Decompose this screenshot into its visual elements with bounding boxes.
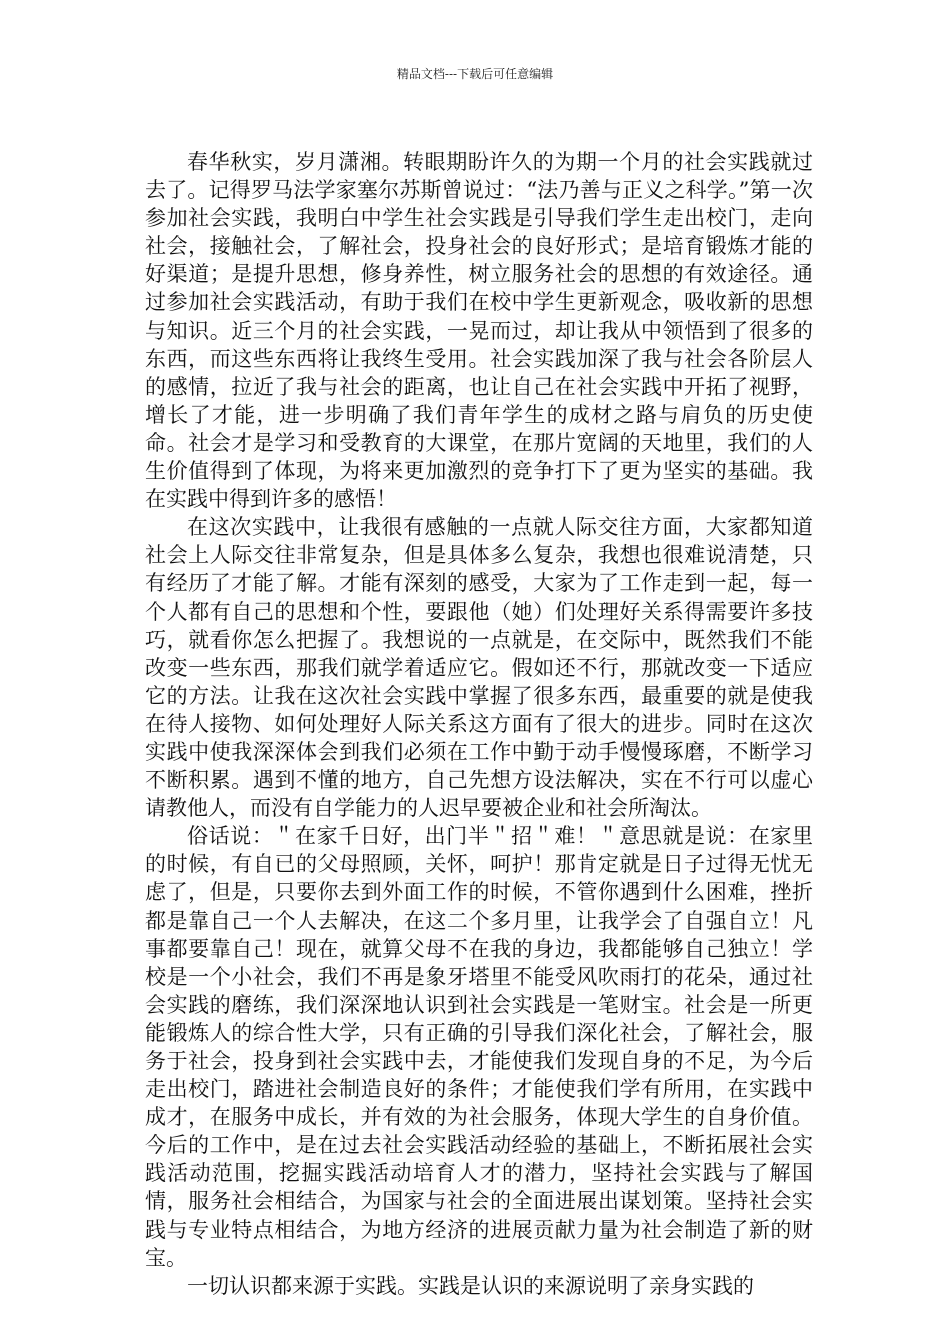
paragraph-1: 春华秋实，岁月潇湘。转眼期盼许久的为期一个月的社会实践就过去了。记得罗马法学家塞尔苏斯曾说过：“法乃善与正义之科学。”第一次参加社会实践，我明白中学生社会实践是引导我们学生走出校门，走向社会，接触社会，了解社会，投身社会的良好形式；是培育锻炼才能的好渠道；是提升思想，修身养性，树立服务社会的思想的有效途径。通过参加社会实践活动，有助于我们在校中学生更新观念，吸收新的思想与知识。近三个月的社会实践，一晃而过，却让我从中领悟到了很多的东西，而这些东西将让我终生受用。社会实践加深了我与社会各阶层人的感情，拉近了我与社会的距离，也让自己在社会实践中开拓了视野，增长了才能，进一步明确了我们青年学生的成材之路与肩负的历史使命。社会才是学习和受教育的大课堂，在那片宽阔的天地里，我们的人生价值得到了体现，为将来更加激烈的竞争打下了更为坚实的基础。我在实践中得到许多的感悟！	[145, 150, 813, 512]
page-header: 精品文档---下载后可任意编辑	[396, 67, 554, 81]
paragraph-4: 一切认识都来源于实践。实践是认识的来源说明了亲身实践的	[187, 1273, 754, 1298]
document-body	[145, 148, 813, 1300]
paragraph-3: 俗话说：＂在家千日好，出门半＂招＂难！＂意思就是说：在家里的时候，有自已的父母照顾，关怀，呵护！那肯定就是日子过得无忧无虑了，但是，只要你去到外面工作的时候，不管你遇到什么困难，挫折都是靠自己一个人去解决，在这二个多月里，让我学会了自强自立！凡事都要靠自己！现在，就算父母不在我的身边，我都能够自己独立！学校是一个小社会，我们不再是象牙塔里不能受风吹雨打的花朵，通过社会实践的磨练，我们深深地认识到社会实践是一笔财宝。社会是一所更能锻炼人的综合性大学，只有正确的引导我们深化社会，了解社会，服务于社会，投身到社会实践中去，才能使我们发现自身的不足，为今后走出校门，踏进社会制造良好的条件；才能使我们学有所用，在实践中成才，在服务中成长，并有效的为社会服务，体现大学生的自身价值。今后的工作中，是在过去社会实践活动经验的基础上，不断拓展社会实践活动范围，挖掘实践活动培育人才的潜力，坚持社会实践与了解国情，服务社会相结合，为国家与社会的全面进展出谋划策。坚持社会实践与专业特点相结合，为地方经济的进展贡献力量为社会制造了新的财宝。	[145, 824, 813, 1270]
paragraph-2: 在这次实践中，让我很有感触的一点就人际交往方面，大家都知道社会上人际交往非常复杂，但是具体多么复杂，我想也很难说清楚，只有经历了才能了解。才能有深刻的感受，大家为了工作走到一起，每一个人都有自己的思想和个性，要跟他（她）们处理好关系得需要许多技巧，就看你怎么把握了。我想说的一点就是，在交际中，既然我们不能改变一些东西，那我们就学着适应它。假如还不行，那就改变一下适应它的方法。让我在这次社会实践中掌握了很多东西，最重要的就是使我在待人接物、如何处理好人际关系这方面有了很大的进步。同时在这次实践中使我深深体会到我们必须在工作中勤于动手慢慢琢磨，不断学习不断积累。遇到不懂的地方，自己先想方设法解决，实在不行可以虚心请教他人，而没有自学能力的人迟早要被企业和社会所淘汰。	[145, 515, 813, 821]
